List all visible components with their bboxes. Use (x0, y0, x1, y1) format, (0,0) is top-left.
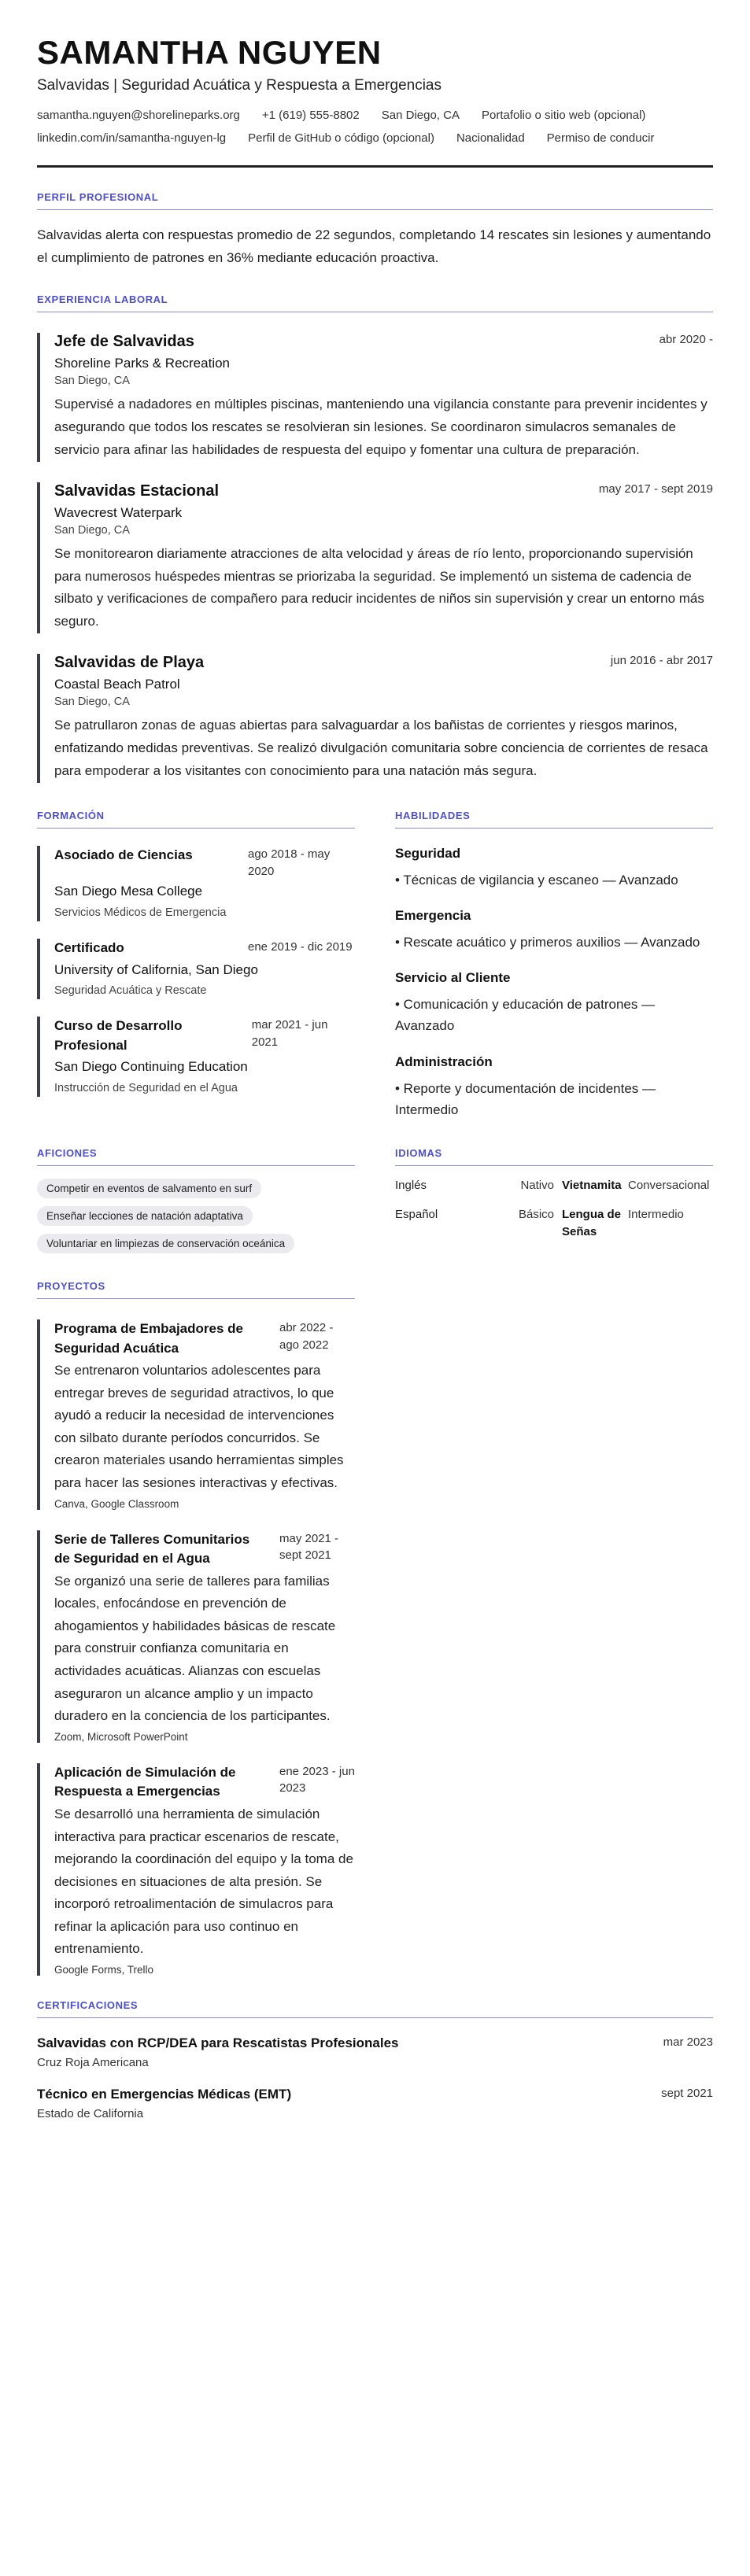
degree-title: Asociado de Ciencias (54, 847, 193, 862)
skills-section (395, 810, 713, 1120)
skill-item: • Técnicas de vigilancia y escaneo — Avanzado (395, 872, 678, 888)
section-title: PROYECTOS (37, 1280, 355, 1299)
language-name: Lengua de Señas (562, 1207, 622, 1238)
language-row (395, 1206, 713, 1242)
degree-title: Curso de Desarrollo Profesional (54, 1018, 183, 1053)
project-date: ene 2023 - jun 2023 (279, 1764, 355, 1795)
project-entry (37, 1319, 355, 1510)
job-company: Wavecrest Waterpark (54, 504, 183, 520)
hobbies-languages-row (37, 1147, 713, 1253)
education-skills-row (37, 810, 713, 1120)
language-name: Inglés (395, 1179, 427, 1192)
contact-linkedin[interactable]: linkedin.com/in/samantha-nguyen-lg (37, 131, 227, 146)
contact-location: San Diego, CA (381, 109, 460, 123)
language-level: Básico (518, 1207, 554, 1221)
certification-issuer: Estado de California (37, 2106, 144, 2120)
contact-portfolio[interactable]: Portafolio o sitio web (opcional) (481, 109, 646, 123)
section-title: CERTIFICACIONES (37, 1999, 713, 2018)
skill-item: • Comunicación y educación de patrones — Avanzado (395, 997, 656, 1034)
experience-entry (37, 482, 713, 634)
section-title: AFICIONES (37, 1147, 355, 1166)
section-title: IDIOMAS (395, 1147, 713, 1166)
job-description: Se patrullaron zonas de aguas abiertas para salvaguardar a los bañistas de corrientes y riesgos marinos, enfatizando medidas preventivas. Se realizó divulgación comunitaria sobre conciencia de corrientes de resaca para empoderar a los visitantes con conocimiento para una natación más segura. (54, 718, 708, 778)
job-location: San Diego, CA (54, 523, 130, 537)
education-section (37, 810, 355, 1120)
projects-section (37, 1280, 355, 1976)
experience-section (37, 293, 713, 783)
candidate-name: SAMANTHA NGUYEN (37, 34, 382, 71)
project-tools: Canva, Google Classroom (54, 1497, 179, 1510)
language-level: Conversacional (628, 1179, 710, 1192)
contact-nationality: Nacionalidad (456, 131, 525, 146)
certification-name: Técnico en Emergencias Médicas (EMT) (37, 2086, 292, 2102)
study-field: Servicios Médicos de Emergencia (54, 906, 227, 919)
study-field: Instrucción de Seguridad en el Agua (54, 1081, 238, 1094)
language-row (395, 1177, 713, 1195)
degree-date: mar 2021 - jun 2021 (251, 1018, 328, 1049)
education-entry (37, 1017, 355, 1097)
section-title: EXPERIENCIA LABORAL (37, 293, 713, 312)
resume (37, 35, 713, 2120)
project-description: Se desarrolló una herramienta de simulación interactiva para practicar escenarios de rescate, mejorando la coordinación del equipo y la toma de decisiones en situaciones de alta presión. Se incorporó retroalimentación de simulacros para refinar la aplicación para uso continuo en entrenamiento. (54, 1806, 353, 1957)
degree-date: ago 2018 - may 2020 (248, 847, 331, 878)
job-company: Coastal Beach Patrol (54, 677, 180, 692)
contact-email[interactable]: samantha.nguyen@shorelineparks.org (37, 109, 240, 123)
profile-summary: Salvavidas alerta con respuestas promedio de 22 segundos, completando 14 rescates sin lesiones y aumentando el cumplimiento de patrones en 36% mediante educación proactiva. (37, 227, 711, 266)
school-name: San Diego Continuing Education (54, 1059, 248, 1075)
skill-category: Emergencia (395, 908, 471, 924)
degree-title: Certificado (54, 939, 124, 955)
job-date: jun 2016 - abr 2017 (610, 654, 713, 668)
project-tools: Google Forms, Trello (54, 1963, 154, 1976)
project-name: Programa de Embajadores de Seguridad Acuática (54, 1321, 243, 1356)
certification-entry (37, 2035, 713, 2069)
job-date: may 2017 - sept 2019 (598, 482, 713, 496)
certifications-section (37, 1999, 713, 2120)
hobby-list (37, 1179, 355, 1253)
contact-phone[interactable]: +1 (619) 555-8802 (261, 109, 360, 123)
hobby-chip: Competir en eventos de salvamento en surf (37, 1179, 261, 1198)
school-name: San Diego Mesa College (54, 884, 203, 899)
contact-license: Permiso de conducir (546, 131, 655, 146)
job-description: Supervisé a nadadores en múltiples piscinas, manteniendo una vigilancia constante para prevenir incidentes y asegurando que todos los rescates se resolvieran sin lesiones. Se coordinaron simulacros semanales de servicio para afinar las habilidades de respuesta del equipo y fomentar una cultura de preparación. (54, 396, 708, 457)
profile-section (37, 191, 713, 270)
language-name: Vietnamita (562, 1179, 622, 1192)
study-field: Seguridad Acuática y Rescate (54, 984, 207, 998)
skill-category: Servicio al Cliente (395, 970, 511, 986)
project-description: Se organizó una serie de talleres para familias locales, enfocándose en prevención de ahogamientos y habilidades básicas de rescate para construir confianza comunitaria en actividades acuáticas. Alianzas con escuelas aseguraron un alcance amplio y un impacto duradero en la conciencia de los participantes. (54, 1573, 336, 1724)
skill-category: Administración (395, 1054, 493, 1069)
header-divider (37, 165, 713, 168)
project-entry (37, 1763, 355, 1976)
school-name: University of California, San Diego (54, 961, 258, 977)
skill-item: • Reporte y documentación de incidentes — Intermedio (395, 1080, 656, 1117)
experience-entry (37, 654, 713, 783)
projects-row (37, 1280, 713, 1976)
job-location: San Diego, CA (54, 374, 130, 387)
project-entry (37, 1530, 355, 1743)
contact-github[interactable]: Perfil de GitHub o código (opcional) (248, 131, 434, 146)
project-date: may 2021 - sept 2021 (279, 1531, 339, 1563)
job-title: Salvavidas de Playa (54, 654, 205, 672)
hobbies-section (37, 1147, 355, 1253)
hobby-chip: Voluntariar en limpiezas de conservación oceánica (37, 1234, 294, 1253)
candidate-headline: Salvavidas | Seguridad Acuática y Respuesta a Emergencias (37, 77, 442, 94)
skill-category: Seguridad (395, 845, 461, 861)
language-level: Intermedio (628, 1207, 684, 1221)
language-name: Español (395, 1207, 438, 1221)
degree-date: ene 2019 - dic 2019 (248, 939, 353, 954)
project-description: Se entrenaron voluntarios adolescentes para entregar breves de seguridad atractivos, lo que ayudó a reducir la necesidad de intervenciones con silbato durante períodos concurridos. Se crearon materiales usando herramientas simples para hacer las sesiones interactivas y efectivas. (54, 1363, 344, 1491)
certification-name: Salvavidas con RCP/DEA para Rescatistas Profesionales (37, 2035, 399, 2050)
certification-issuer: Cruz Roja Americana (37, 2055, 149, 2069)
certification-entry (37, 2087, 713, 2120)
skill-item: • Rescate acuático y primeros auxilios — Avanzado (395, 935, 700, 950)
education-entry (37, 939, 355, 999)
job-date: abr 2020 - (659, 332, 713, 346)
job-location: San Diego, CA (54, 696, 130, 709)
education-entry (37, 846, 355, 921)
project-name: Aplicación de Simulación de Respuesta a Emergencias (54, 1764, 236, 1799)
job-description: Se monitorearon diariamente atracciones de alta velocidad y áreas de río lento, proporcionando supervisión para numerosos huéspedes mientras se priorizaba la seguridad. Se implementó un sistema de cadencia de silbato y verificaciones de compañero para reducir incidentes de niños sin supervisión y crear un entorno más seguro. (54, 545, 704, 629)
languages-section (395, 1147, 713, 1253)
hobby-chip: Enseñar lecciones de natación adaptativa (37, 1206, 253, 1226)
job-company: Shoreline Parks & Recreation (54, 355, 231, 371)
section-title: HABILIDADES (395, 810, 713, 829)
certification-date: sept 2021 (661, 2086, 713, 2100)
language-level: Nativo (520, 1179, 554, 1192)
job-title: Salvavidas Estacional (54, 482, 220, 500)
project-tools: Zoom, Microsoft PowerPoint (54, 1730, 188, 1743)
section-title: FORMACIÓN (37, 810, 355, 829)
project-name: Serie de Talleres Comunitarios de Seguridad en el Agua (54, 1531, 250, 1567)
resume-header (37, 35, 713, 168)
job-title: Jefe de Salvavidas (54, 332, 194, 350)
experience-entry (37, 333, 713, 462)
certification-date: mar 2023 (663, 2035, 713, 2049)
project-date: abr 2022 - ago 2022 (279, 1321, 334, 1352)
contact-info (37, 109, 713, 145)
section-title: PERFIL PROFESIONAL (37, 191, 713, 210)
